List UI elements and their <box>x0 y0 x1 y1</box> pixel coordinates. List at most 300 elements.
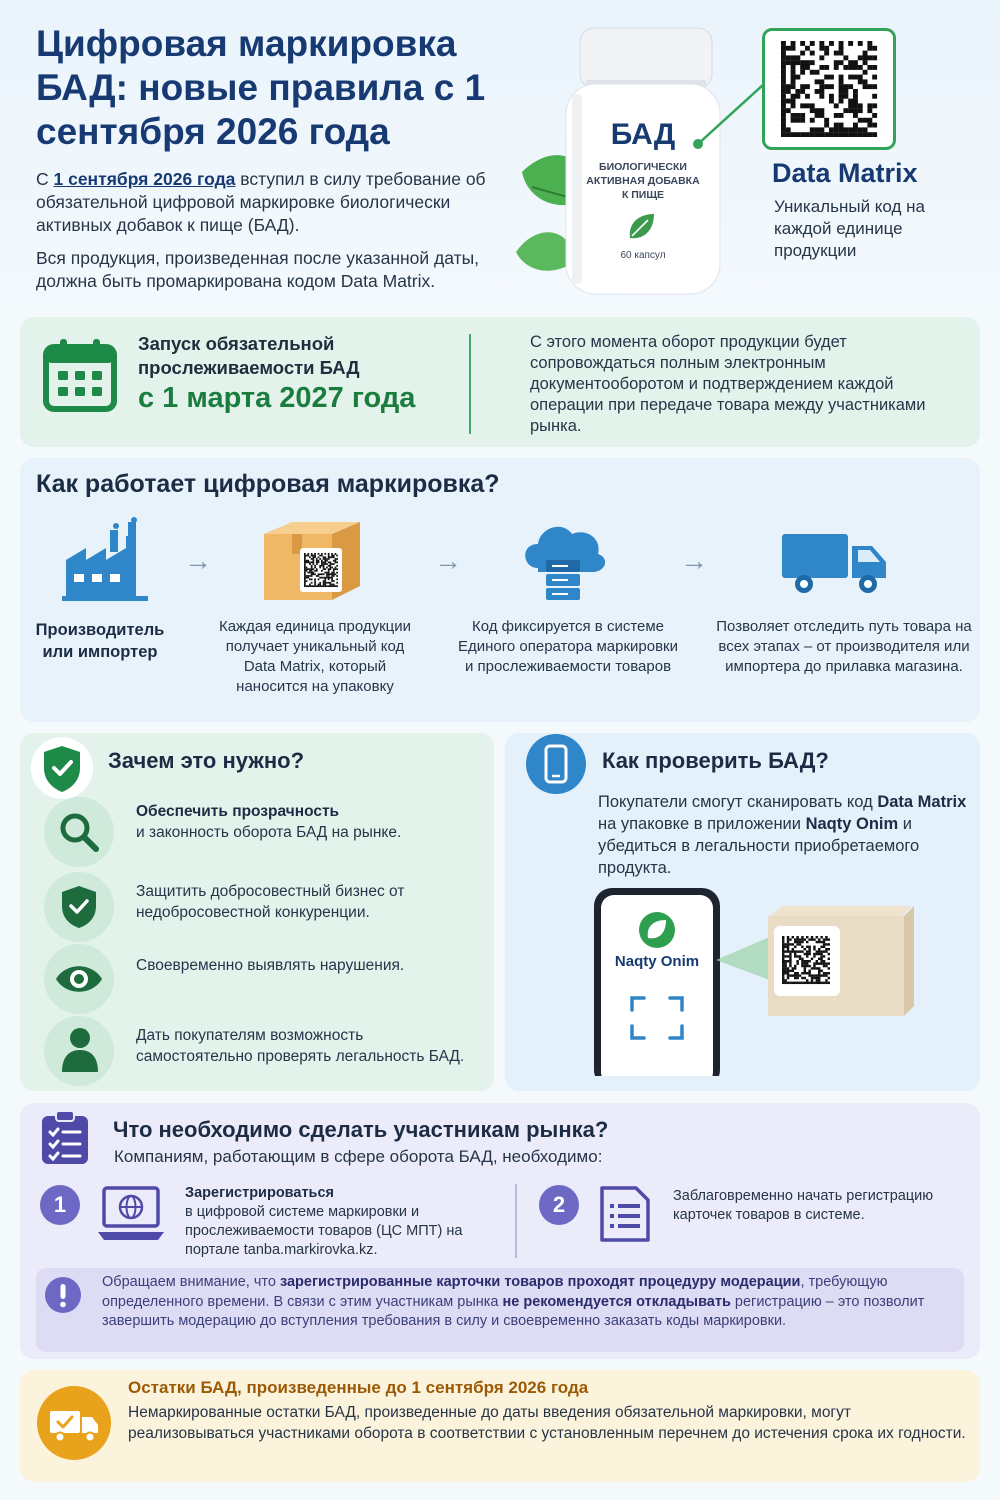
datamatrix-cell <box>818 941 820 943</box>
datamatrix-cell <box>789 965 791 967</box>
datamatrix-cell <box>808 972 810 974</box>
page-title: Цифровая маркировка БАД: новые правила с 1 сентября 2026 года <box>36 23 486 152</box>
datamatrix-cell <box>828 982 830 984</box>
datamatrix-cell <box>781 103 786 108</box>
datamatrix-cell <box>815 89 820 94</box>
datamatrix-cell <box>825 950 827 952</box>
datamatrix-cell <box>808 982 810 984</box>
datamatrix-cell <box>820 946 822 948</box>
datamatrix-cell <box>853 94 858 99</box>
datamatrix-cell <box>304 570 306 572</box>
datamatrix-cell <box>307 562 309 564</box>
datamatrix-cell <box>825 962 827 964</box>
datamatrix-cell <box>789 970 791 972</box>
datamatrix-cell <box>330 568 332 570</box>
datamatrix-cell <box>863 51 868 56</box>
datamatrix-cell <box>782 967 784 969</box>
datamatrix-cell <box>820 941 822 943</box>
datamatrix-cell <box>795 89 800 94</box>
datamatrix-cell <box>307 568 309 570</box>
datamatrix-cell <box>781 118 786 123</box>
datamatrix-cell <box>326 558 328 560</box>
datamatrix-cell <box>848 41 853 46</box>
datamatrix-cell <box>324 577 326 579</box>
datamatrix-cell <box>787 972 789 974</box>
datamatrix-cell <box>791 132 796 137</box>
datamatrix-cell <box>795 118 800 123</box>
datamatrix-cell <box>872 132 877 137</box>
datamatrix-cell <box>784 970 786 972</box>
datamatrix-cell <box>782 941 784 943</box>
datamatrix-cell <box>304 568 306 570</box>
datamatrix-cell <box>872 113 877 118</box>
datamatrix-cell <box>786 55 791 60</box>
remainders-title: Остатки БАД, произведенные до 1 сентября 2026 года <box>128 1378 589 1397</box>
search-icon <box>56 809 102 855</box>
datamatrix-cell <box>782 946 784 948</box>
datamatrix-cell <box>313 558 315 560</box>
datamatrix-cell <box>787 938 789 940</box>
datamatrix-cell <box>328 556 330 558</box>
datamatrix-cell <box>787 960 789 962</box>
datamatrix-cell <box>796 936 798 938</box>
datamatrix-cell <box>818 982 820 984</box>
datamatrix-cell <box>816 982 818 984</box>
datamatrix-cell <box>784 943 786 945</box>
datamatrix-cell <box>824 123 829 128</box>
datamatrix-cell <box>318 584 320 586</box>
datamatrix-cell <box>796 962 798 964</box>
datamatrix-cell <box>786 60 791 65</box>
datamatrix-cell <box>330 585 332 587</box>
datamatrix-cell <box>314 584 316 586</box>
datamatrix-cell <box>848 99 853 104</box>
datamatrix-cell <box>330 573 332 575</box>
portal-link[interactable]: tanba.markirovka.kz. <box>243 1242 378 1258</box>
datamatrix-cell <box>823 960 825 962</box>
datamatrix-cell <box>867 103 872 108</box>
datamatrix-cell <box>782 962 784 964</box>
step-label: Производитель или импортер <box>35 621 165 661</box>
datamatrix-cell <box>796 974 798 976</box>
datamatrix-cell <box>825 948 827 950</box>
datamatrix-cell <box>867 65 872 70</box>
datamatrix-cell <box>781 70 786 75</box>
datamatrix-cell <box>811 967 813 969</box>
datamatrix-cell <box>823 950 825 952</box>
datamatrix-cell <box>818 967 820 969</box>
datamatrix-cell <box>314 582 316 584</box>
datamatrix-cell <box>806 946 808 948</box>
datamatrix-cell <box>782 979 784 981</box>
datamatrix-cell <box>326 563 328 565</box>
datamatrix-cell <box>853 127 858 132</box>
datamatrix-cell <box>321 563 323 565</box>
datamatrix-cell <box>801 950 803 952</box>
datamatrix-cell <box>333 572 335 574</box>
datamatrix-cell <box>313 585 315 587</box>
datamatrix-cell <box>781 123 786 128</box>
datamatrix-cell <box>858 75 863 80</box>
datamatrix-cell <box>336 555 338 557</box>
datamatrix-cell <box>843 55 848 60</box>
datamatrix-cell <box>333 575 335 577</box>
datamatrix-cell <box>307 553 309 555</box>
datamatrix-cell <box>808 950 810 952</box>
datamatrix-cell <box>796 972 798 974</box>
datamatrix-cell <box>805 60 810 65</box>
datamatrix-cell <box>795 132 800 137</box>
datamatrix-cell <box>867 41 872 46</box>
datamatrix-cell <box>791 46 796 51</box>
datamatrix-cell <box>331 556 333 558</box>
datamatrix-cell <box>806 941 808 943</box>
datamatrix-cell <box>828 967 830 969</box>
datamatrix-cell <box>304 573 306 575</box>
launch-description: С этого момента оборот продукции будет сопровождаться полным электронным документооборотом и подтверждением каждой операции при передаче товара между участниками рынка. <box>530 333 926 435</box>
datamatrix-cell <box>316 558 318 560</box>
datamatrix-cell <box>808 946 810 948</box>
datamatrix-cell <box>872 65 877 70</box>
datamatrix-cell <box>304 563 306 565</box>
datamatrix-cell <box>328 585 330 587</box>
datamatrix-cell <box>336 558 338 560</box>
datamatrix-cell <box>815 79 820 84</box>
datamatrix-cell <box>792 982 794 984</box>
datamatrix-cell <box>784 965 786 967</box>
datamatrix-cell <box>829 84 834 89</box>
datamatrix-cell <box>330 577 332 579</box>
datamatrix-cell <box>324 572 326 574</box>
datamatrix-cell <box>872 75 877 80</box>
datamatrix-cell <box>820 953 822 955</box>
datamatrix-cell <box>823 972 825 974</box>
datamatrix-cell <box>304 555 306 557</box>
datamatrix-cell <box>819 65 824 70</box>
datamatrix-cell <box>311 582 313 584</box>
datamatrix-cell <box>781 46 786 51</box>
datamatrix-cell <box>307 585 309 587</box>
datamatrix-cell <box>789 955 791 957</box>
datamatrix-cell <box>801 972 803 974</box>
datamatrix-cell <box>794 974 796 976</box>
datamatrix-cell <box>311 558 313 560</box>
datamatrix-cell <box>853 60 858 65</box>
datamatrix-cell <box>787 936 789 938</box>
datamatrix-cell <box>834 65 839 70</box>
delivery-truck-check-icon <box>36 1385 112 1461</box>
datamatrix-cell <box>858 41 863 46</box>
datamatrix-cell <box>321 560 323 562</box>
datamatrix-cell <box>800 60 805 65</box>
datamatrix-cell <box>789 982 791 984</box>
datamatrix-cell <box>853 108 858 113</box>
datamatrix-cell <box>787 982 789 984</box>
datamatrix-cell <box>323 580 325 582</box>
datamatrix-cell <box>819 89 824 94</box>
datamatrix-cell <box>820 950 822 952</box>
datamatrix-cell <box>331 584 333 586</box>
datamatrix-cell <box>819 55 824 60</box>
datamatrix-cell <box>307 575 309 577</box>
datamatrix-cell <box>786 132 791 137</box>
datamatrix-cell <box>319 565 321 567</box>
datamatrix-cell <box>853 123 858 128</box>
datamatrix-cell <box>839 60 844 65</box>
bottle-count: 60 капсул <box>620 250 666 261</box>
datamatrix-cell <box>331 567 333 569</box>
why-item-text: Дать покупателям возможность самостоятельно проверять легальность БАД. <box>136 1027 465 1065</box>
datamatrix-cell <box>335 558 337 560</box>
smartphone-icon <box>526 734 586 794</box>
datamatrix-cell <box>316 568 318 570</box>
datamatrix-cell <box>825 979 827 981</box>
datamatrix-cell <box>848 132 853 137</box>
datamatrix-cell <box>311 553 313 555</box>
todo-subtitle: Компаниям, работающим в сфере оборота БАД, необходимо: <box>114 1147 603 1166</box>
bottle-label: БИОЛОГИЧЕСКИ АКТИВНАЯ ДОБАВКА К ПИЩЕ <box>586 161 700 201</box>
datamatrix-cell <box>326 585 328 587</box>
datamatrix-cell <box>818 950 820 952</box>
datamatrix-cell <box>839 46 844 51</box>
datamatrix-cell <box>781 99 786 104</box>
datamatrix-cell <box>304 575 306 577</box>
datamatrix-cell <box>795 113 800 118</box>
datamatrix-cell <box>787 943 789 945</box>
datamatrix-cell <box>328 572 330 574</box>
datamatrix-cell <box>781 79 786 84</box>
datamatrix-cell <box>304 565 306 567</box>
datamatrix-cell <box>800 103 805 108</box>
datamatrix-cell <box>333 570 335 572</box>
datamatrix-cell <box>800 132 805 137</box>
datamatrix-cell <box>311 570 313 572</box>
datamatrix-cell <box>811 936 813 938</box>
datamatrix-cell <box>324 556 326 558</box>
datamatrix-cell <box>328 562 330 564</box>
datamatrix-cell <box>858 55 863 60</box>
datamatrix-cell <box>801 936 803 938</box>
arrow-right-icon: → <box>680 545 708 576</box>
datamatrix-cell <box>781 75 786 80</box>
datamatrix-cell <box>839 99 844 104</box>
datamatrix-cell <box>853 75 858 80</box>
datamatrix-cell <box>800 118 805 123</box>
datamatrix-cell <box>791 41 796 46</box>
notice-text: Обращаем внимание, что зарегистрированные карточки товаров проходят процедуру модерации, требующую определенного времени. В связи с этим участникам рынка не рекомендуется откладывать регистрацию – это позволит завершить модерацию до вступления требования в силу и своевременно заказать коды маркировки. <box>102 1274 925 1329</box>
datamatrix-cell <box>792 948 794 950</box>
app-name: Naqty Onim <box>614 953 700 970</box>
datamatrix-cell <box>784 972 786 974</box>
datamatrix-cell <box>816 977 818 979</box>
datamatrix-cell <box>794 982 796 984</box>
datamatrix-cell <box>323 585 325 587</box>
datamatrix-cell <box>810 51 815 56</box>
datamatrix-cell <box>792 936 794 938</box>
datamatrix-cell <box>324 584 326 586</box>
datamatrix-cell <box>795 55 800 60</box>
datamatrix-cell <box>787 967 789 969</box>
shield-check-icon <box>58 884 100 930</box>
datamatrix-cell <box>801 941 803 943</box>
datamatrix-cell <box>853 113 858 118</box>
divider <box>469 334 471 434</box>
datamatrix-cell <box>306 568 308 570</box>
datamatrix-cell <box>863 118 868 123</box>
datamatrix-cell <box>318 560 320 562</box>
datamatrix-cell <box>304 567 306 569</box>
datamatrix-cell <box>328 553 330 555</box>
datamatrix-cell <box>820 982 822 984</box>
datamatrix-cell <box>311 575 313 577</box>
hero-paragraph: Вся продукция, произведенная после указанной даты, должна быть промаркирована кодом Data Matrix. <box>36 248 480 291</box>
datamatrix-cell <box>328 573 330 575</box>
datamatrix-cell <box>309 585 311 587</box>
datamatrix-cell <box>818 953 820 955</box>
datamatrix-cell <box>818 972 820 974</box>
datamatrix-cell <box>319 567 321 569</box>
datamatrix-cell <box>834 60 839 65</box>
datamatrix-cell <box>781 94 786 99</box>
datamatrix-cell <box>818 974 820 976</box>
datamatrix-cell <box>858 132 863 137</box>
datamatrix-cell <box>806 960 808 962</box>
datamatrix-cell <box>818 970 820 972</box>
datamatrix-cell <box>319 573 321 575</box>
datamatrix-cell <box>799 943 801 945</box>
datamatrix-cell <box>316 570 318 572</box>
truck-icon <box>780 530 890 596</box>
datamatrix-cell <box>335 585 337 587</box>
datamatrix-cell <box>782 974 784 976</box>
datamatrix-cell <box>872 94 877 99</box>
datamatrix-cell <box>800 113 805 118</box>
datamatrix-cell <box>318 553 320 555</box>
datamatrix-cell <box>806 972 808 974</box>
datamatrix-cell <box>328 558 330 560</box>
why-title: Зачем это нужно? <box>108 748 305 773</box>
datamatrix-cell <box>323 584 325 586</box>
datamatrix-cell <box>307 577 309 579</box>
datamatrix-cell <box>781 55 786 60</box>
datamatrix-cell <box>333 556 335 558</box>
datamatrix-cell <box>314 585 316 587</box>
datamatrix-cell <box>314 565 316 567</box>
datamatrix-cell <box>848 127 853 132</box>
datamatrix-cell <box>805 84 810 89</box>
datamatrix-cell <box>816 979 818 981</box>
datamatrix-cell <box>328 570 330 572</box>
datamatrix-cell <box>801 946 803 948</box>
datamatrix-cell <box>313 556 315 558</box>
datamatrix-cell <box>818 958 820 960</box>
datamatrix-cell <box>806 979 808 981</box>
datamatrix-cell <box>829 99 834 104</box>
datamatrix-cell <box>819 79 824 84</box>
todo-step-1: Зарегистрироваться в цифровой системе маркировки и прослеживаемости товаров (ЦС МПТ) на портале tanba.markirovka.kz. <box>185 1185 463 1258</box>
datamatrix-cell <box>324 585 326 587</box>
datamatrix-cell <box>331 553 333 555</box>
datamatrix-cell <box>333 585 335 587</box>
datamatrix-cell <box>782 948 784 950</box>
datamatrix-cell <box>813 962 815 964</box>
datamatrix-cell <box>318 573 320 575</box>
why-item-text: Защитить добросовестный бизнес от недобросовестной конкуренции. <box>136 883 405 921</box>
datamatrix-cell <box>858 103 863 108</box>
datamatrix-cell <box>306 575 308 577</box>
datamatrix-cell <box>801 977 803 979</box>
datamatrix-cell <box>823 962 825 964</box>
datamatrix-cell <box>794 977 796 979</box>
datamatrix-cell <box>321 565 323 567</box>
datamatrix-cell <box>800 65 805 70</box>
datamatrix-cell <box>816 960 818 962</box>
datamatrix-cell <box>323 556 325 558</box>
datamatrix-cell <box>791 103 796 108</box>
datamatrix-cell <box>816 953 818 955</box>
datamatrix-cell <box>791 94 796 99</box>
datamatrix-cell <box>314 573 316 575</box>
datamatrix-cell <box>801 962 803 964</box>
datamatrix-cell <box>782 965 784 967</box>
datamatrix-cell <box>800 70 805 75</box>
datamatrix-cell <box>794 955 796 957</box>
datamatrix-cell <box>823 943 825 945</box>
datamatrix-cell <box>804 982 806 984</box>
datamatrix-cell <box>316 563 318 565</box>
datamatrix-cell <box>824 118 829 123</box>
datamatrix-cell <box>784 955 786 957</box>
divider <box>515 1184 517 1258</box>
datamatrix-cell <box>789 953 791 955</box>
datamatrix-cell <box>787 974 789 976</box>
datamatrix-cell <box>791 84 796 89</box>
datamatrix-cell <box>823 982 825 984</box>
datamatrix-cell <box>818 977 820 979</box>
datamatrix-cell <box>824 65 829 70</box>
datamatrix-cell <box>858 127 863 132</box>
datamatrix-cell <box>323 573 325 575</box>
datamatrix-cell <box>872 55 877 60</box>
datamatrix-cell <box>784 950 786 952</box>
datamatrix-cell <box>316 560 318 562</box>
datamatrix-cell <box>336 572 338 574</box>
datamatrix-cell <box>816 941 818 943</box>
datamatrix-cell <box>796 960 798 962</box>
datamatrix-cell <box>815 108 820 113</box>
datamatrix-code-icon <box>304 552 338 588</box>
datamatrix-cell <box>805 65 810 70</box>
datamatrix-cell <box>819 132 824 137</box>
datamatrix-cell <box>330 563 332 565</box>
datamatrix-cell <box>304 562 306 564</box>
datamatrix-cell <box>839 123 844 128</box>
datamatrix-cell <box>839 94 844 99</box>
datamatrix-cell <box>808 960 810 962</box>
eye-icon <box>54 960 104 998</box>
datamatrix-cell <box>789 958 791 960</box>
datamatrix-cell <box>781 84 786 89</box>
datamatrix-cell <box>804 960 806 962</box>
datamatrix-cell <box>318 575 320 577</box>
bottle-brand: БАД <box>610 118 676 151</box>
datamatrix-cell <box>804 938 806 940</box>
datamatrix-cell <box>791 118 796 123</box>
datamatrix-cell <box>784 982 786 984</box>
why-item-text: Своевременно выявлять нарушения. <box>136 957 405 974</box>
datamatrix-cell <box>782 972 784 974</box>
datamatrix-cell <box>311 585 313 587</box>
